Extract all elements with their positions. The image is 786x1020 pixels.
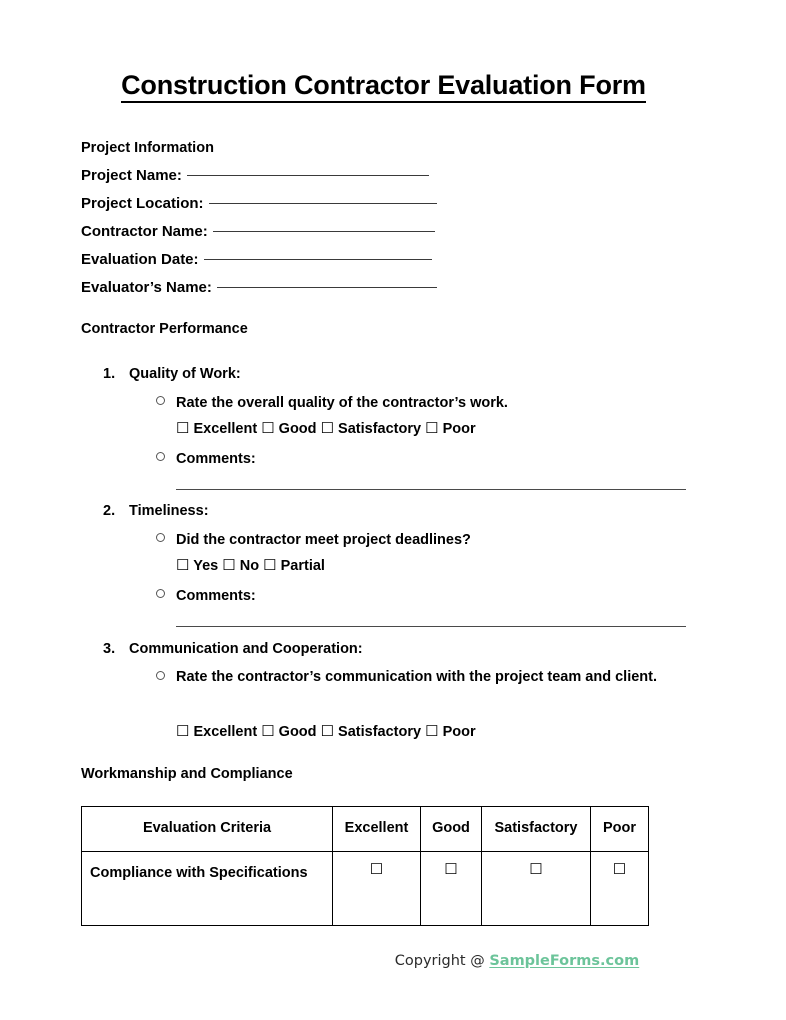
list-number-3: 3. [103, 641, 116, 657]
field-evaluation-date-label: Evaluation Date: [81, 251, 199, 268]
checkbox-label-excellent: Excellent [193, 724, 258, 740]
checkbox-icon-partial[interactable]: ☐ [263, 557, 277, 574]
bullet-icon [156, 533, 165, 542]
bullet-icon [156, 671, 165, 680]
checkbox-label-excellent: Excellent [193, 421, 258, 437]
checkbox-group-timeliness [176, 557, 325, 575]
field-project-location [81, 195, 437, 213]
page-title-text: Construction Contractor Evaluation Form [121, 70, 646, 103]
table-row [82, 852, 649, 926]
checkbox-label-satisfactory: Satisfactory [338, 724, 422, 740]
table-header-evaluation-criteria: Evaluation Criteria [82, 807, 333, 852]
section-heading-project-information: Project Information [81, 140, 214, 156]
checkbox-label-poor: Poor [442, 724, 476, 740]
field-contractor-name-label: Contractor Name: [81, 223, 208, 240]
field-evaluator-name-label: Evaluator’s Name: [81, 279, 212, 296]
bullet-icon [156, 452, 165, 461]
field-project-name-input[interactable] [187, 175, 429, 176]
comments-label-timeliness: Comments: [176, 588, 256, 604]
field-evaluator-name [81, 279, 437, 297]
field-project-name [81, 167, 429, 185]
checkbox-group-communication-cooperation [176, 723, 476, 741]
checkbox-icon-poor[interactable]: ☐ [425, 723, 439, 740]
list-number-1: 1. [103, 366, 116, 382]
checkbox-icon-yes[interactable]: ☐ [176, 557, 190, 574]
comments-label-quality-of-work: Comments: [176, 451, 256, 467]
comments-input-quality-of-work[interactable] [176, 489, 686, 490]
table-checkbox-compliance-poor[interactable]: ☐ [591, 852, 649, 926]
checkbox-label-partial: Partial [280, 558, 325, 574]
checkbox-icon-good[interactable]: ☐ [261, 420, 275, 437]
checkbox-group-quality-of-work [176, 420, 476, 438]
footer-link-sampleforms[interactable]: SampleForms.com [489, 953, 640, 969]
footer [0, 952, 786, 971]
workmanship-evaluation-table [81, 806, 649, 926]
footer-inner [395, 952, 639, 971]
comments-input-timeliness[interactable] [176, 626, 686, 627]
field-project-location-input[interactable] [209, 203, 437, 204]
page-title [81, 72, 686, 99]
table-header-row [82, 807, 649, 852]
list-number-2: 2. [103, 503, 116, 519]
checkbox-icon-excellent[interactable]: ☐ [176, 723, 190, 740]
prompt-timeliness: Did the contractor meet project deadlines? [176, 532, 471, 548]
field-contractor-name-input[interactable] [213, 231, 435, 232]
list-item-communication-cooperation: Communication and Cooperation: [129, 641, 363, 657]
checkbox-label-poor: Poor [442, 421, 476, 437]
checkbox-icon-satisfactory[interactable]: ☐ [320, 420, 335, 437]
table-cell-criteria-compliance: Compliance with Specifications [82, 852, 333, 926]
section-heading-contractor-performance: Contractor Performance [81, 321, 248, 337]
prompt-communication-cooperation: Rate the contractor’s communication with the project team and client. [176, 669, 657, 685]
checkbox-label-good: Good [278, 724, 317, 740]
footer-copyright-text: Copyright @ [394, 953, 485, 969]
table-header-excellent: Excellent [333, 807, 421, 852]
field-contractor-name [81, 223, 435, 241]
checkbox-icon-satisfactory[interactable]: ☐ [320, 723, 335, 740]
table-checkbox-compliance-good[interactable]: ☐ [421, 852, 482, 926]
checkbox-label-good: Good [278, 421, 317, 437]
checkbox-label-satisfactory: Satisfactory [338, 421, 422, 437]
field-project-name-label: Project Name: [81, 167, 182, 184]
checkbox-label-yes: Yes [193, 558, 219, 574]
bullet-icon [156, 396, 165, 405]
list-item-timeliness: Timeliness: [129, 503, 209, 519]
table-header-good: Good [421, 807, 482, 852]
section-heading-workmanship-compliance: Workmanship and Compliance [81, 766, 293, 782]
table-header-satisfactory: Satisfactory [482, 807, 591, 852]
checkbox-label-no: No [239, 558, 260, 574]
table-header-poor: Poor [591, 807, 649, 852]
field-evaluator-name-input[interactable] [217, 287, 437, 288]
checkbox-icon-excellent[interactable]: ☐ [176, 420, 190, 437]
field-project-location-label: Project Location: [81, 195, 204, 212]
checkbox-icon-good[interactable]: ☐ [261, 723, 275, 740]
checkbox-icon-poor[interactable]: ☐ [425, 420, 439, 437]
table-checkbox-compliance-excellent[interactable]: ☐ [333, 852, 421, 926]
table-checkbox-compliance-satisfactory[interactable]: ☐ [482, 852, 591, 926]
bullet-icon [156, 589, 165, 598]
field-evaluation-date [81, 251, 432, 269]
checkbox-icon-no[interactable]: ☐ [222, 557, 236, 574]
prompt-quality-of-work: Rate the overall quality of the contractor’s work. [176, 395, 508, 411]
list-item-quality-of-work: Quality of Work: [129, 366, 241, 382]
field-evaluation-date-input[interactable] [204, 259, 432, 260]
